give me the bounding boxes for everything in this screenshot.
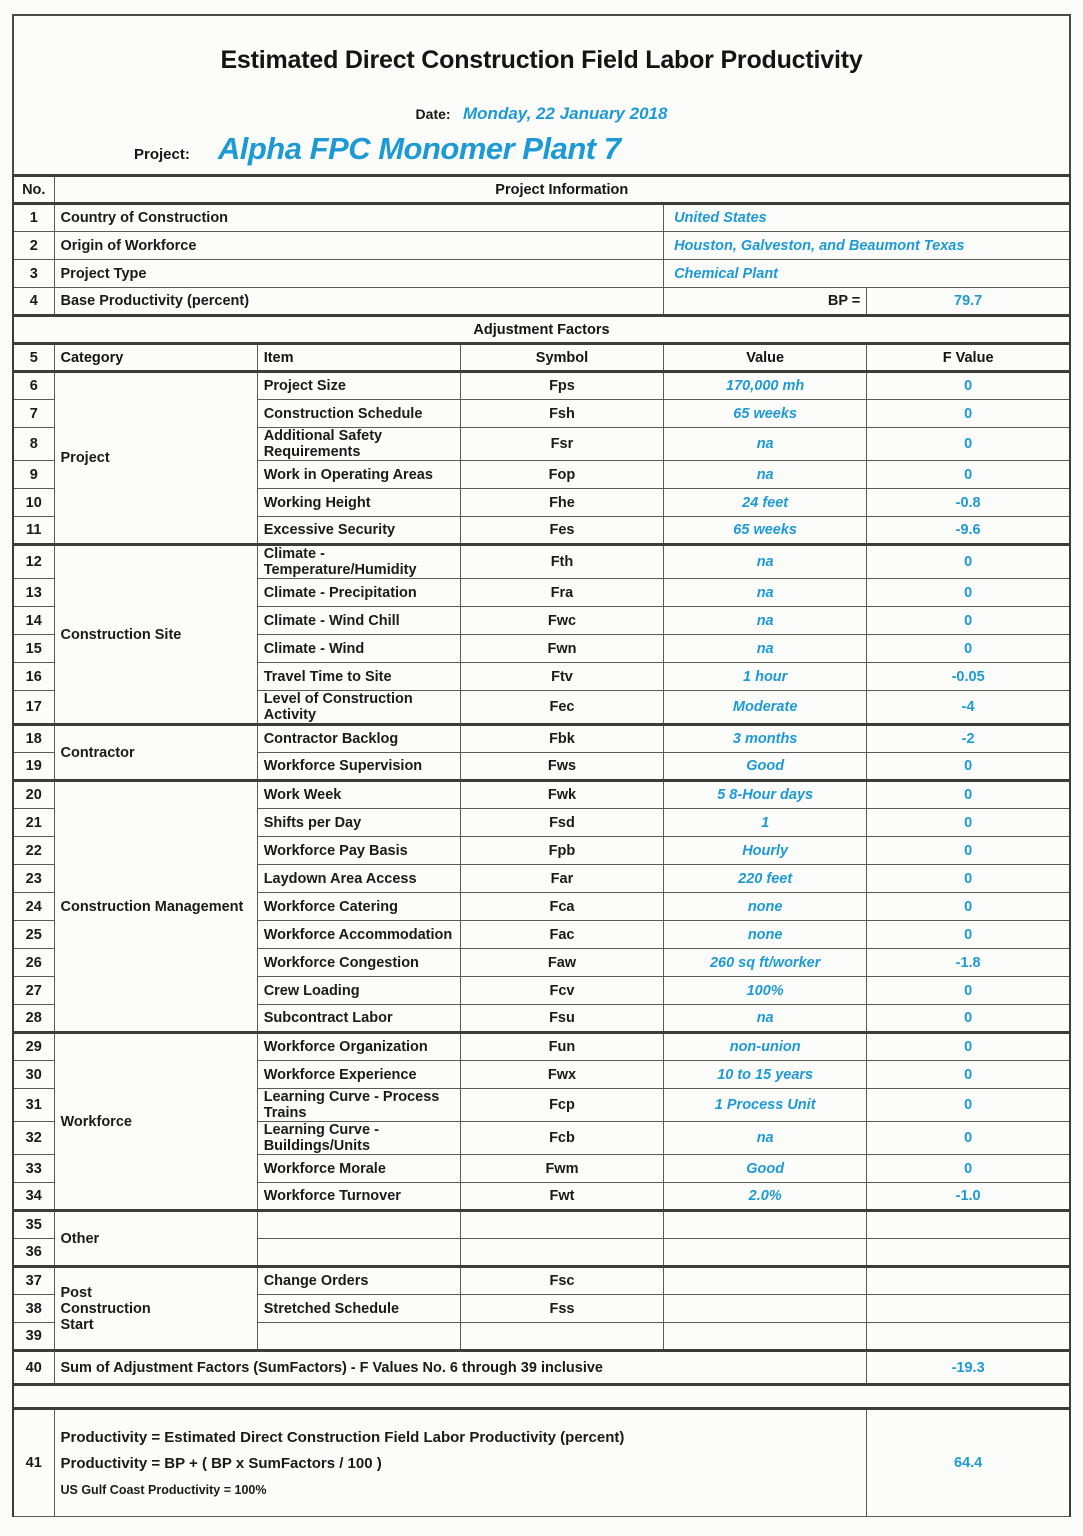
row-number: 11 — [13, 517, 54, 545]
factor-f-value: 0 — [867, 781, 1070, 809]
column-header-item: Item — [257, 344, 460, 372]
factor-value: Good — [664, 753, 867, 781]
factor-item-label: Construction Schedule — [257, 400, 460, 428]
factor-value: 220 feet — [664, 865, 867, 893]
factor-symbol: Fac — [460, 921, 663, 949]
productivity-definition: Productivity = Estimated Direct Construction Field Labor Productivity (percent) — [60, 1429, 625, 1446]
factor-symbol — [460, 1323, 663, 1351]
row-number: 9 — [13, 461, 54, 489]
gulf-coast-note: US Gulf Coast Productivity = 100% — [60, 1483, 267, 1497]
factor-symbol: Fwk — [460, 781, 663, 809]
factor-value: 2.0% — [664, 1183, 867, 1211]
factor-f-value: 0 — [867, 461, 1070, 489]
factor-symbol: Fec — [460, 691, 663, 725]
productivity-formula — [54, 1409, 867, 1517]
factor-row — [13, 372, 1070, 400]
column-header-symbol: Symbol — [460, 344, 663, 372]
factor-symbol: Fwx — [460, 1061, 663, 1089]
factor-value: 65 weeks — [664, 517, 867, 545]
factor-value: 10 to 15 years — [664, 1061, 867, 1089]
factor-item-label: Workforce Accommodation — [257, 921, 460, 949]
row-number: 33 — [13, 1155, 54, 1183]
factor-item-label: Level of Construction Activity — [257, 691, 460, 725]
productivity-formula-line: Productivity = BP + ( BP x SumFactors / 100 ) — [60, 1455, 382, 1472]
factor-row — [13, 545, 1070, 579]
factor-symbol: Fcv — [460, 977, 663, 1005]
factor-value: 1 — [664, 809, 867, 837]
bp-value: 79.7 — [867, 288, 1070, 316]
factor-symbol: Fun — [460, 1033, 663, 1061]
factor-f-value: 0 — [867, 977, 1070, 1005]
factor-symbol: Fcb — [460, 1122, 663, 1155]
factor-value: na — [664, 428, 867, 461]
factor-f-value: -1.8 — [867, 949, 1070, 977]
row-number: 36 — [13, 1239, 54, 1267]
factor-f-value: 0 — [867, 545, 1070, 579]
column-header-fvalue: F Value — [867, 344, 1070, 372]
factor-symbol: Fws — [460, 753, 663, 781]
table-body — [13, 176, 1070, 1517]
factor-row — [13, 1033, 1070, 1061]
factor-item-label — [257, 1239, 460, 1267]
category-label: Other — [54, 1211, 257, 1267]
factor-symbol: Fps — [460, 372, 663, 400]
factor-symbol: Fwn — [460, 635, 663, 663]
factor-f-value: 0 — [867, 809, 1070, 837]
factor-f-value: -0.8 — [867, 489, 1070, 517]
factor-symbol: Fsu — [460, 1005, 663, 1033]
factor-value: 1 hour — [664, 663, 867, 691]
factor-f-value: 0 — [867, 607, 1070, 635]
factor-f-value: 0 — [867, 1089, 1070, 1122]
factor-f-value: 0 — [867, 893, 1070, 921]
row-number: 32 — [13, 1122, 54, 1155]
row-number: 22 — [13, 837, 54, 865]
column-header-category: Category — [54, 344, 257, 372]
factor-item-label: Project Size — [257, 372, 460, 400]
row-number: 29 — [13, 1033, 54, 1061]
factor-item-label: Workforce Turnover — [257, 1183, 460, 1211]
spacer-row — [13, 1385, 1070, 1409]
factor-symbol: Fes — [460, 517, 663, 545]
factor-symbol: Fop — [460, 461, 663, 489]
bp-equals-label: BP = — [664, 288, 867, 316]
factor-symbol: Fwt — [460, 1183, 663, 1211]
row-number: 3 — [13, 260, 54, 288]
category-label: Project — [54, 372, 257, 545]
row-number: 4 — [13, 288, 54, 316]
factor-symbol — [460, 1211, 663, 1239]
factor-item-label: Workforce Organization — [257, 1033, 460, 1061]
factor-value — [664, 1267, 867, 1295]
row-number: 23 — [13, 865, 54, 893]
factor-f-value: 0 — [867, 579, 1070, 607]
factor-value — [664, 1323, 867, 1351]
project-information-banner-row — [13, 176, 1070, 204]
date-line — [14, 104, 1069, 124]
factor-value: 100% — [664, 977, 867, 1005]
row-number: 39 — [13, 1323, 54, 1351]
adjustment-factors-banner: Adjustment Factors — [13, 316, 1070, 344]
row-number: 25 — [13, 921, 54, 949]
row-number: 41 — [13, 1409, 54, 1517]
column-header-value: Value — [664, 344, 867, 372]
factor-row — [13, 1211, 1070, 1239]
factor-item-label: Climate - Temperature/Humidity — [257, 545, 460, 579]
column-header-row — [13, 344, 1070, 372]
adjustment-factors-banner-row — [13, 316, 1070, 344]
project-info-row — [13, 204, 1070, 232]
row-number: 13 — [13, 579, 54, 607]
row-number: 30 — [13, 1061, 54, 1089]
factor-f-value — [867, 1239, 1070, 1267]
factor-value: none — [664, 893, 867, 921]
factor-f-value: 0 — [867, 1061, 1070, 1089]
factor-item-label: Climate - Wind Chill — [257, 607, 460, 635]
factor-item-label: Working Height — [257, 489, 460, 517]
factor-value: none — [664, 921, 867, 949]
factor-item-label: Subcontract Labor — [257, 1005, 460, 1033]
row-number: 16 — [13, 663, 54, 691]
factor-symbol: Fss — [460, 1295, 663, 1323]
row-number: 8 — [13, 428, 54, 461]
project-info-value: Houston, Galveston, and Beaumont Texas — [664, 232, 1070, 260]
productivity-table — [12, 174, 1071, 1517]
factor-item-label — [257, 1211, 460, 1239]
factor-f-value: 0 — [867, 400, 1070, 428]
row-number: 7 — [13, 400, 54, 428]
factor-value: 24 feet — [664, 489, 867, 517]
row-number: 17 — [13, 691, 54, 725]
factor-f-value — [867, 1267, 1070, 1295]
project-info-label: Project Type — [54, 260, 664, 288]
base-productivity-label: Base Productivity (percent) — [54, 288, 664, 316]
row-number: 20 — [13, 781, 54, 809]
factor-symbol: Fpb — [460, 837, 663, 865]
factor-value — [664, 1211, 867, 1239]
factor-value — [664, 1295, 867, 1323]
factor-value: 5 8-Hour days — [664, 781, 867, 809]
factor-row — [13, 725, 1070, 753]
row-number: 24 — [13, 893, 54, 921]
sum-factors-value: -19.3 — [867, 1351, 1070, 1385]
factor-item-label: Excessive Security — [257, 517, 460, 545]
factor-item-label — [257, 1323, 460, 1351]
factor-f-value: 0 — [867, 1033, 1070, 1061]
factor-symbol: Fsc — [460, 1267, 663, 1295]
factor-f-value: 0 — [867, 865, 1070, 893]
project-info-value: Chemical Plant — [664, 260, 1070, 288]
factor-item-label: Additional Safety Requirements — [257, 428, 460, 461]
row-number: 19 — [13, 753, 54, 781]
factor-symbol: Fra — [460, 579, 663, 607]
factor-f-value: -1.0 — [867, 1183, 1070, 1211]
factor-value: Moderate — [664, 691, 867, 725]
sum-factors-label: Sum of Adjustment Factors (SumFactors) - F Values No. 6 through 39 inclusive — [54, 1351, 867, 1385]
factor-item-label: Workforce Experience — [257, 1061, 460, 1089]
factor-symbol: Fwc — [460, 607, 663, 635]
factor-f-value: 0 — [867, 372, 1070, 400]
factor-value: 3 months — [664, 725, 867, 753]
row-number: 14 — [13, 607, 54, 635]
factor-item-label: Learning Curve - Process Trains — [257, 1089, 460, 1122]
factor-value: na — [664, 1122, 867, 1155]
row-number: 12 — [13, 545, 54, 579]
row-number: 27 — [13, 977, 54, 1005]
final-productivity-value: 64.4 — [867, 1409, 1070, 1517]
factor-item-label: Shifts per Day — [257, 809, 460, 837]
category-label: Post Construction Start — [54, 1267, 257, 1351]
category-label: Contractor — [54, 725, 257, 781]
row-number: 1 — [13, 204, 54, 232]
factor-f-value: -4 — [867, 691, 1070, 725]
factor-value — [664, 1239, 867, 1267]
factor-item-label: Workforce Catering — [257, 893, 460, 921]
factor-symbol: Fhe — [460, 489, 663, 517]
factor-symbol: Fsh — [460, 400, 663, 428]
row-number: 5 — [13, 344, 54, 372]
factor-f-value — [867, 1295, 1070, 1323]
project-information-banner: Project Information — [54, 176, 1070, 204]
project-info-row — [13, 260, 1070, 288]
factor-symbol — [460, 1239, 663, 1267]
factor-f-value: 0 — [867, 428, 1070, 461]
row-number: 10 — [13, 489, 54, 517]
spacer-cell — [13, 1385, 1070, 1409]
title-block — [12, 14, 1071, 174]
column-header-no: No. — [13, 176, 54, 204]
row-number: 21 — [13, 809, 54, 837]
factor-row — [13, 781, 1070, 809]
factor-symbol: Ftv — [460, 663, 663, 691]
project-label: Project: — [134, 146, 190, 163]
factor-f-value — [867, 1323, 1070, 1351]
factor-row — [13, 1267, 1070, 1295]
factor-f-value: 0 — [867, 1005, 1070, 1033]
date-value: Monday, 22 January 2018 — [463, 104, 668, 123]
factor-f-value: 0 — [867, 1122, 1070, 1155]
page-title: Estimated Direct Construction Field Labor Productivity — [220, 46, 863, 74]
factor-symbol: Fca — [460, 893, 663, 921]
factor-symbol: Fsr — [460, 428, 663, 461]
factor-value: na — [664, 1005, 867, 1033]
base-productivity-row — [13, 288, 1070, 316]
factor-f-value: 0 — [867, 1155, 1070, 1183]
factor-symbol: Fcp — [460, 1089, 663, 1122]
project-info-value: United States — [664, 204, 1070, 232]
row-number: 6 — [13, 372, 54, 400]
project-info-row — [13, 232, 1070, 260]
row-number: 18 — [13, 725, 54, 753]
factor-f-value — [867, 1211, 1070, 1239]
factor-item-label: Climate - Precipitation — [257, 579, 460, 607]
factor-value: na — [664, 461, 867, 489]
factor-f-value: 0 — [867, 837, 1070, 865]
factor-f-value: 0 — [867, 921, 1070, 949]
factor-value: 65 weeks — [664, 400, 867, 428]
factor-value: na — [664, 545, 867, 579]
factor-item-label: Work in Operating Areas — [257, 461, 460, 489]
row-number: 34 — [13, 1183, 54, 1211]
factor-item-label: Crew Loading — [257, 977, 460, 1005]
factor-item-label: Workforce Morale — [257, 1155, 460, 1183]
final-productivity-row — [13, 1409, 1070, 1517]
project-name: Alpha FPC Monomer Plant 7 — [217, 131, 621, 166]
factor-value: na — [664, 579, 867, 607]
row-number: 40 — [13, 1351, 54, 1385]
sum-factors-row — [13, 1351, 1070, 1385]
factor-f-value: -9.6 — [867, 517, 1070, 545]
factor-value: na — [664, 635, 867, 663]
factor-f-value: -0.05 — [867, 663, 1070, 691]
factor-value: Good — [664, 1155, 867, 1183]
factor-f-value: 0 — [867, 753, 1070, 781]
row-number: 15 — [13, 635, 54, 663]
factor-symbol: Fsd — [460, 809, 663, 837]
row-number: 37 — [13, 1267, 54, 1295]
factor-item-label: Laydown Area Access — [257, 865, 460, 893]
row-number: 26 — [13, 949, 54, 977]
project-info-label: Origin of Workforce — [54, 232, 664, 260]
row-number: 28 — [13, 1005, 54, 1033]
factor-f-value: 0 — [867, 635, 1070, 663]
category-label: Construction Management — [54, 781, 257, 1033]
project-info-label: Country of Construction — [54, 204, 664, 232]
category-label: Construction Site — [54, 545, 257, 725]
factor-item-label: Change Orders — [257, 1267, 460, 1295]
factor-symbol: Fwm — [460, 1155, 663, 1183]
factor-value: 170,000 mh — [664, 372, 867, 400]
factor-value: non-union — [664, 1033, 867, 1061]
factor-symbol: Fbk — [460, 725, 663, 753]
factor-item-label: Learning Curve - Buildings/Units — [257, 1122, 460, 1155]
row-number: 2 — [13, 232, 54, 260]
factor-value: na — [664, 607, 867, 635]
date-label: Date: — [415, 106, 451, 122]
factor-item-label: Travel Time to Site — [257, 663, 460, 691]
project-line — [134, 131, 620, 167]
row-number: 35 — [13, 1211, 54, 1239]
factor-item-label: Stretched Schedule — [257, 1295, 460, 1323]
factor-symbol: Faw — [460, 949, 663, 977]
row-number: 31 — [13, 1089, 54, 1122]
factor-f-value: -2 — [867, 725, 1070, 753]
factor-item-label: Workforce Pay Basis — [257, 837, 460, 865]
factor-item-label: Contractor Backlog — [257, 725, 460, 753]
factor-symbol: Far — [460, 865, 663, 893]
category-label: Workforce — [54, 1033, 257, 1211]
factor-item-label: Workforce Supervision — [257, 753, 460, 781]
factor-symbol: Fth — [460, 545, 663, 579]
factor-item-label: Work Week — [257, 781, 460, 809]
factor-value: Hourly — [664, 837, 867, 865]
factor-value: 260 sq ft/worker — [664, 949, 867, 977]
factor-item-label: Climate - Wind — [257, 635, 460, 663]
factor-value: 1 Process Unit — [664, 1089, 867, 1122]
factor-item-label: Workforce Congestion — [257, 949, 460, 977]
row-number: 38 — [13, 1295, 54, 1323]
